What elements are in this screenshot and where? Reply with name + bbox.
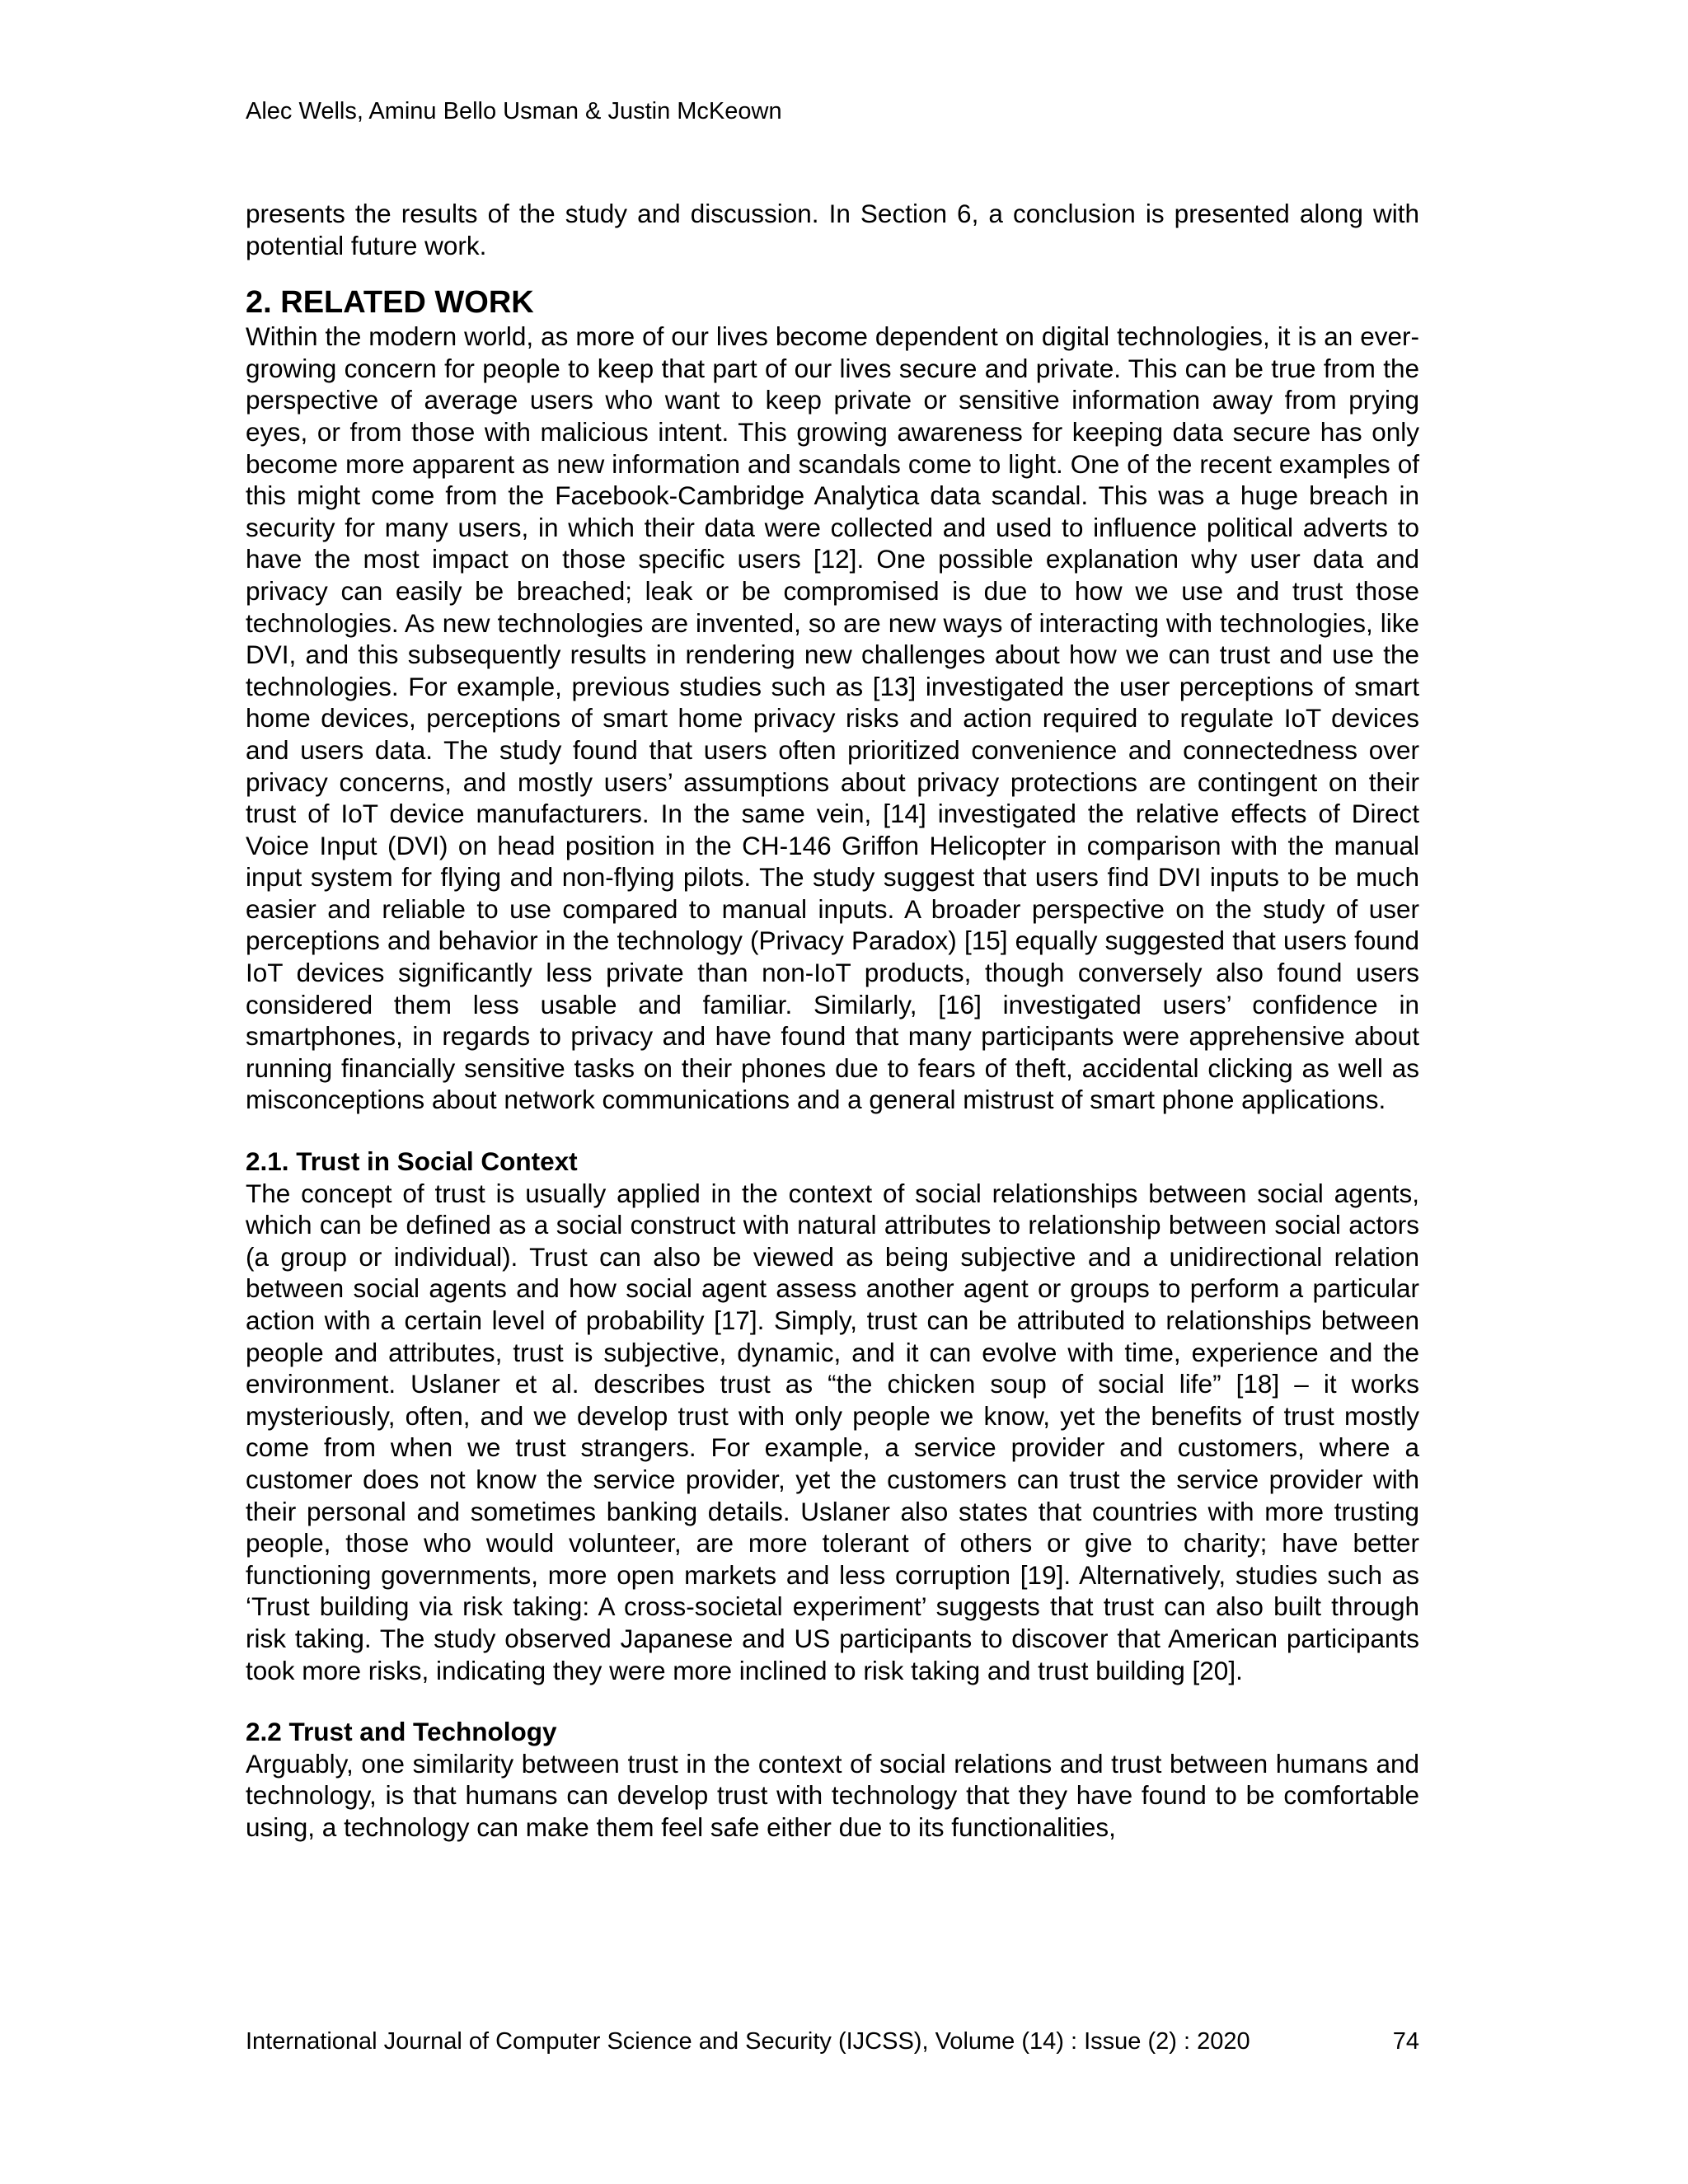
running-head-authors: Alec Wells, Aminu Bello Usman & Justin McKeown	[246, 98, 782, 124]
page-number: 74	[1392, 2028, 1419, 2055]
body-content	[246, 198, 1419, 1844]
trust-social-context-paragraph: The concept of trust is usually applied in the context of social relationships between social agents, which can be defined as a social construct with natural attributes to relationship between social actors (a group or individual). Trust can also be viewed as being subjective and a unidirectional relation between social agents and how social agent assess another agent or groups to perform a particular action with a certain level of probability [17]. Simply, trust can be attributed to relationships between people and attributes, trust is subjective, dynamic, and it can evolve with time, experience and the environment. Uslaner et al. describes trust as “the chicken soup of social life” [18] – it works mysteriously, often, and we develop trust with only people we know, yet the benefits of trust mostly come from when we trust strangers. For example, a service provider and customers, where a customer does not know the service provider, yet the customers can trust the service provider with their personal and sometimes banking details. Uslaner also states that countries with more trusting people, those who would volunteer, are more tolerant of others or give to charity; have better functioning governments, more open markets and less corruption [19]. Alternatively, studies such as ‘Trust building via risk taking: A cross-societal experiment’ suggests that trust can also built through risk taking. The study observed Japanese and US participants to discover that American participants took more risks, indicating they were more inclined to risk taking and trust building [20].	[246, 1178, 1419, 1685]
intro-paragraph: presents the results of the study and discussion. In Section 6, a conclusion is presented along with potential future work.	[246, 199, 1419, 260]
footer-journal-citation: International Journal of Computer Science and Security (IJCSS), Volume (14) : Issue (2) : 2020	[246, 2028, 1250, 2055]
section-heading-related-work: 2. RELATED WORK	[246, 285, 534, 321]
trust-technology-paragraph: Arguably, one similarity between trust in the context of social relations and trust between humans and technology, is that humans can develop trust with technology that they have found to be comfortable using, a technology can make them feel safe either due to its functionalities,	[246, 1748, 1419, 1842]
subsection-heading-trust-social-context: 2.1. Trust in Social Context	[246, 1146, 578, 1177]
related-work-paragraph: Within the modern world, as more of our lives become dependent on digital technologies, it is an ever-growing concern for people to keep that part of our lives secure and private. This can be true from the perspective of average users who want to keep private or sensitive information away from prying eyes, or from those with malicious intent. This growing awareness for keeping data secure has only become more apparent as new information and scandals come to light. One of the recent examples of this might come from the Facebook-Cambridge Analytica data scandal. This was a huge breach in security for many users, in which their data were collected and used to influence political adverts to have the most impact on those specific users [12]. One possible explanation why user data and privacy can easily be breached; leak or be compromised is due to how we use and trust those technologies. As new technologies are invented, so are new ways of interacting with technologies, like DVI, and this subsequently results in rendering new challenges about how we can trust and use the technologies. For example, previous studies such as [13] investigated the user perceptions of smart home devices, perceptions of smart home privacy risks and action required to regulate IoT devices and users data. The study found that users often prioritized convenience and connectedness over privacy concerns, and mostly users’ assumptions about privacy protections are contingent on their trust of IoT device manufacturers. In the same vein, [14] investigated the relative effects of Direct Voice Input (DVI) on head position in the CH-146 Griffon Helicopter in comparison with the manual input system for flying and non-flying pilots. The study suggest that users find DVI inputs to be much easier and reliable to use compared to manual inputs. A broader perspective on the study of user perceptions and behavior in the technology (Privacy Paradox) [15] equally suggested that users found IoT devices significantly less private than non-IoT products, though conversely also found users considered them less usable and familiar. Similarly, [16] investigated users’ confidence in smartphones, in regards to privacy and have found that many participants were apprehensive about running financially sensitive tasks on their phones due to fears of theft, accidental clicking as well as misconceptions about network communications and a general mistrust of smart phone applications.	[246, 321, 1419, 1115]
subsection-heading-trust-technology: 2.2 Trust and Technology	[246, 1717, 557, 1747]
